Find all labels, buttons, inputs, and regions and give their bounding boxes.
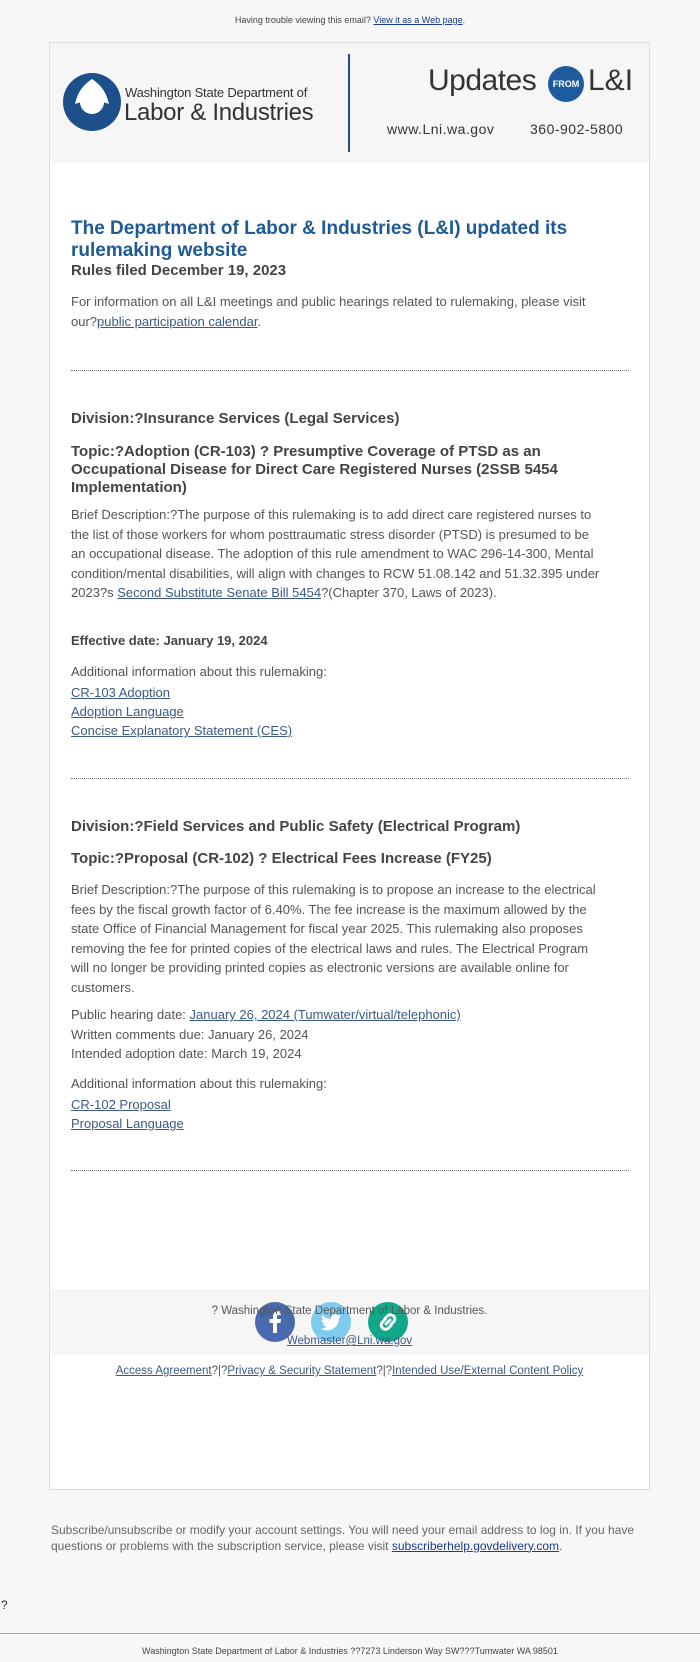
footer-links: Access Agreement?|?Privacy & Security Statement?|?Intended Use/External Content Policy bbox=[115, 1365, 584, 1377]
mailing-address: Washington State Department of Labor & Industries ??7273 Linderson Way SW???Tumwater WA 98501 bbox=[142, 1646, 558, 1656]
stray-character: ? bbox=[1, 1598, 8, 1612]
comments-due: Written comments due: January 26, 2024 bbox=[71, 1026, 309, 1042]
adoption-language-link[interactable]: Adoption Language bbox=[71, 704, 184, 719]
rule2-additional-label: Additional information about this rulemaking: bbox=[71, 1076, 327, 1091]
email-card bbox=[49, 42, 650, 1490]
rule2-dates: Public hearing date: January 26, 2024 (Tumwater/virtual/telephonic) Written comments due: January 26, 2024 Intended adoption date: March 19, 2024 bbox=[71, 1005, 601, 1064]
rules-filed-date: Rules filed December 19, 2023 bbox=[71, 262, 287, 279]
rule1-division: Division:?Insurance Services (Legal Services) bbox=[71, 410, 400, 427]
public-hearing-link[interactable]: January 26, 2024 (Tumwater/virtual/telephonic) bbox=[189, 1007, 461, 1022]
lni-logo-icon bbox=[62, 72, 122, 132]
from-badge: FROM bbox=[548, 66, 584, 102]
rule2-description: Brief Description:?The purpose of this rulemaking is to propose an increase to the electrical fees by the fiscal growth factor of 6.40%. The fee increase is the maximum allowed by the state Office of Financial Management for fiscal year 2025. This rulemaking also proposes removing the fee for printed copies of the electrical laws and rules. The Electrical Program will no longer be providing printed copies as electronic versions are available online for customers. bbox=[71, 882, 596, 995]
section-divider bbox=[71, 778, 629, 779]
cr102-proposal-link[interactable]: CR-102 Proposal bbox=[71, 1097, 171, 1112]
intro-text: For information on all L&I meetings and public hearings related to rulemaking, please visit our?public participation calendar. bbox=[71, 294, 586, 329]
trouble-viewing-note: Having trouble viewing this email? View it as a Web page. bbox=[234, 15, 466, 25]
copyright-text: ? Washington State Department of Labor & Industries. bbox=[211, 1305, 488, 1317]
li-title: L&I bbox=[588, 64, 634, 97]
rule2-links bbox=[71, 1095, 631, 1133]
senate-bill-5454-link[interactable]: Second Substitute Senate Bill 5454 bbox=[117, 585, 322, 600]
view-web-page-link[interactable]: View it as a Web page bbox=[373, 15, 463, 25]
proposal-language-link[interactable]: Proposal Language bbox=[71, 1116, 184, 1131]
subscription-note: Subscribe/unsubscribe or modify your account settings. You will need your email address to log in. If you have questions or problems with the subscription service, please visit subscriberhelp.govdelivery.com. bbox=[51, 1523, 634, 1553]
rule2-topic: Topic:?Proposal (CR-102) ? Electrical Fees Increase (FY25) bbox=[71, 850, 492, 867]
updates-title: Updates bbox=[428, 64, 537, 97]
ces-link[interactable]: Concise Explanatory Statement (CES) bbox=[71, 723, 293, 738]
public-participation-calendar-link[interactable]: public participation calendar bbox=[97, 313, 258, 329]
rule1-effective-date: Effective date: January 19, 2024 bbox=[71, 633, 268, 648]
logo-line-2: Labor & Industries bbox=[124, 99, 314, 126]
section-divider bbox=[71, 1170, 629, 1171]
intended-use-policy-link[interactable]: Intended Use/External Content Policy bbox=[392, 1365, 584, 1377]
access-agreement-link[interactable]: Access Agreement bbox=[115, 1365, 212, 1377]
webmaster-line bbox=[50, 1335, 649, 1347]
phone-text: 360-902-5800 bbox=[530, 121, 624, 137]
section-divider bbox=[71, 370, 629, 371]
adoption-date: Intended adoption date: March 19, 2024 bbox=[71, 1046, 302, 1061]
webmaster-email-link[interactable]: Webmaster@Lni.wa.gov bbox=[286, 1335, 413, 1347]
email-header bbox=[50, 43, 649, 163]
header-divider bbox=[348, 54, 350, 152]
website-text: www.Lni.wa.gov bbox=[387, 121, 495, 137]
rule2-division: Division:?Field Services and Public Safety (Electrical Program) bbox=[71, 818, 521, 835]
subscriber-help-link[interactable]: subscriberhelp.govdelivery.com bbox=[391, 1538, 560, 1553]
privacy-security-link[interactable]: Privacy & Security Statement bbox=[227, 1365, 377, 1377]
rule1-topic: Topic:?Adoption (CR-103) ? Presumptive Coverage of PTSD as an Occupational Disease for Direct Care Registered Nurses (2SSB 5454 Implementation) bbox=[71, 443, 558, 496]
bottom-divider bbox=[0, 1633, 700, 1634]
logo-line-1: Washington State Department of bbox=[125, 85, 308, 100]
page-title: The Department of Labor & Industries (L&I) updated its rulemaking website bbox=[71, 218, 568, 261]
rule1-additional-label: Additional information about this rulemaking: bbox=[71, 664, 327, 679]
cr103-adoption-link[interactable]: CR-103 Adoption bbox=[71, 685, 171, 700]
rule1-links bbox=[71, 683, 631, 740]
rule1-description: Brief Description:?The purpose of this rulemaking is to add direct care registered nurses to the list of those workers for whom posttraumatic stress disorder (PTSD) is presumed to be an occupational disease. The adoption of this rule amendment to WAC 296-14-300, Mental condition/mental disabilities, will align with changes to RCW 51.08.142 and 51.32.395 under 2023?s Second Substitute Senate Bill 5454?(Chapter 370, Laws of 2023). bbox=[71, 507, 600, 600]
